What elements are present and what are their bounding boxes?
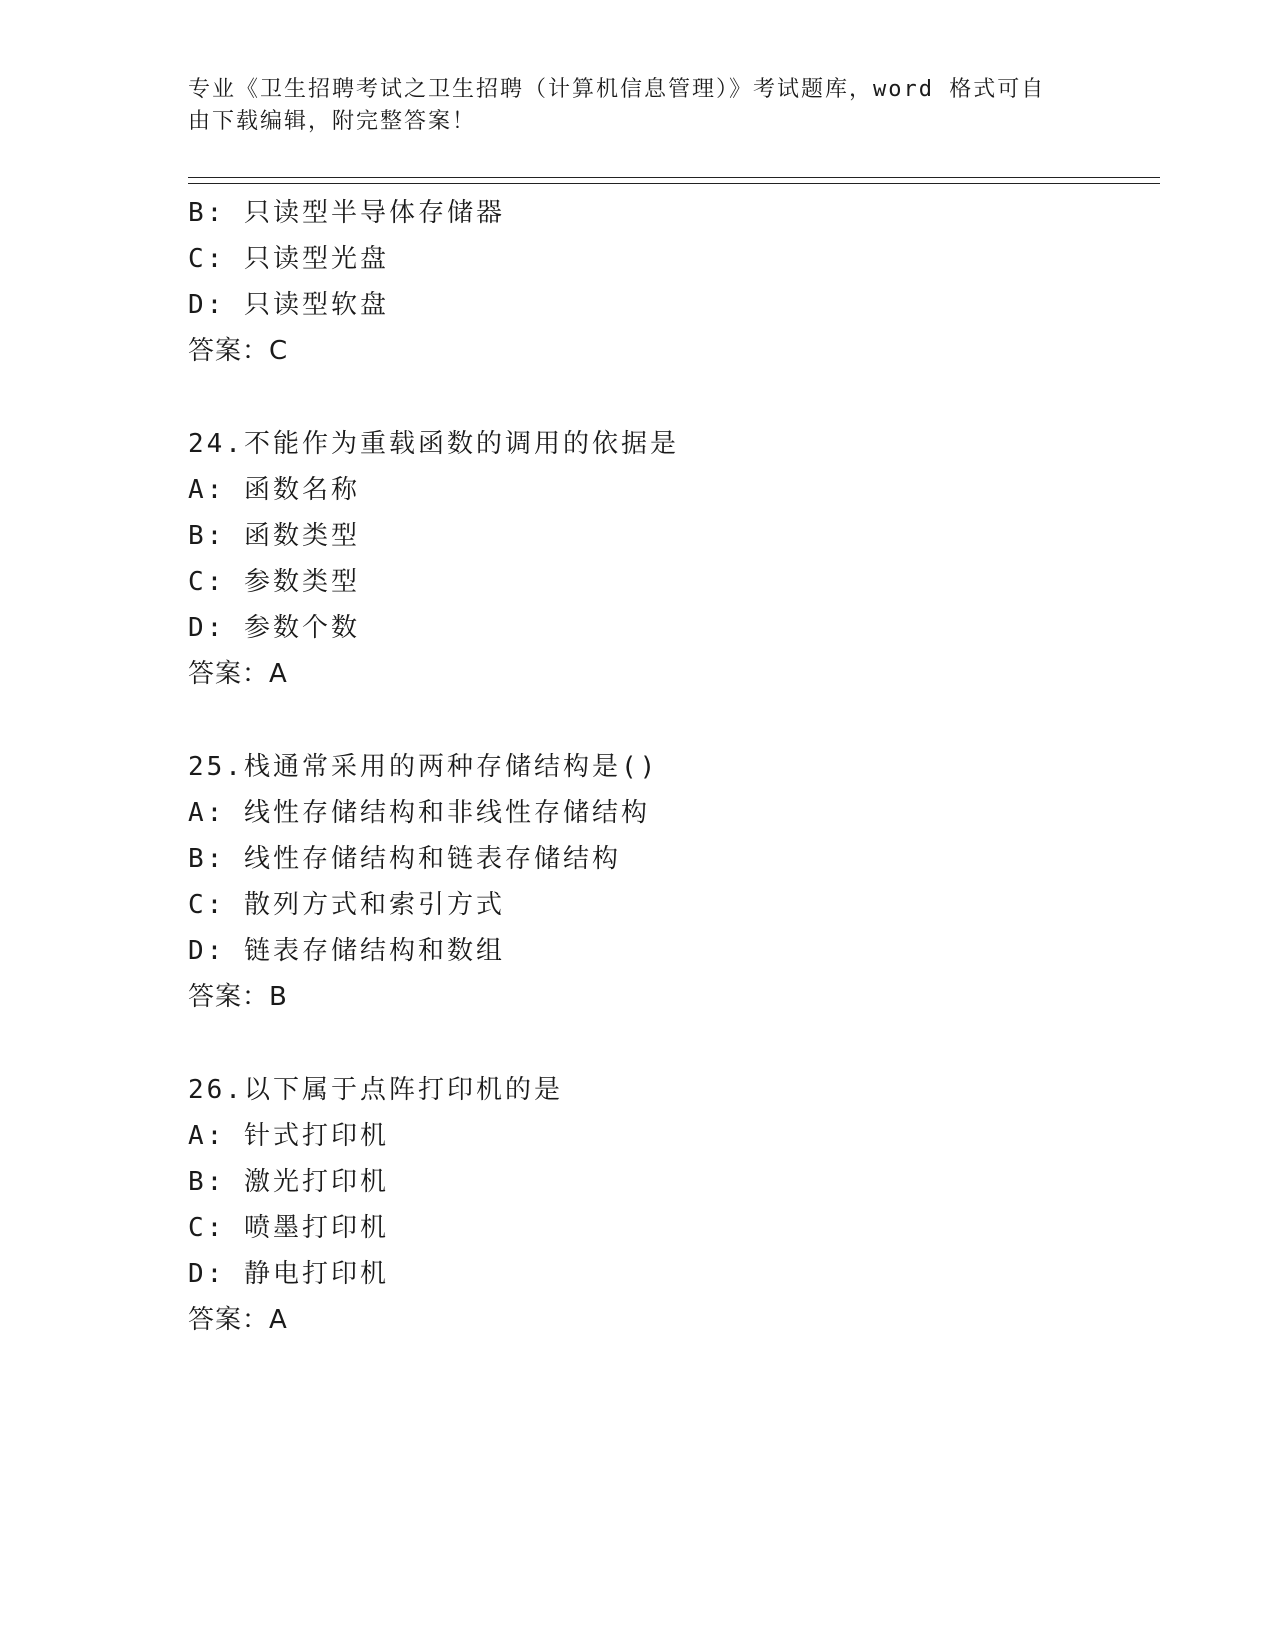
option-a: A: 针式打印机 bbox=[188, 1121, 389, 1151]
answer-line: 答案：A bbox=[188, 659, 288, 689]
question-stem: 25.栈通常采用的两种存储结构是() bbox=[188, 752, 659, 782]
question-block-25 bbox=[188, 744, 1148, 1020]
option-c: C: 散列方式和索引方式 bbox=[188, 890, 505, 920]
question-list bbox=[188, 190, 1148, 1343]
option-b: B: 激光打印机 bbox=[188, 1167, 389, 1197]
answer-line: 答案：C bbox=[188, 336, 289, 366]
answer-line: 答案：A bbox=[188, 1305, 288, 1335]
header-line-1: 专业《卫生招聘考试之卫生招聘（计算机信息管理）》考试题库，word 格式可自 bbox=[188, 77, 1046, 102]
question-stem: 24.不能作为重载函数的调用的依据是 bbox=[188, 429, 679, 459]
question-stem: 26.以下属于点阵打印机的是 bbox=[188, 1075, 563, 1105]
option-a: A: 线性存储结构和非线性存储结构 bbox=[188, 798, 650, 828]
option-c: C: 只读型光盘 bbox=[188, 244, 389, 274]
option-d: D: 链表存储结构和数组 bbox=[188, 936, 505, 966]
option-d: D: 只读型软盘 bbox=[188, 290, 389, 320]
question-block-23 bbox=[188, 190, 1148, 374]
option-d: D: 参数个数 bbox=[188, 613, 360, 643]
answer-line: 答案：B bbox=[188, 982, 288, 1012]
option-d: D: 静电打印机 bbox=[188, 1259, 389, 1289]
header-divider-bottom bbox=[188, 183, 1160, 184]
option-c: C: 喷墨打印机 bbox=[188, 1213, 389, 1243]
question-block-26 bbox=[188, 1067, 1148, 1343]
question-block-24 bbox=[188, 421, 1148, 697]
spacer bbox=[188, 375, 1148, 421]
option-c: C: 参数类型 bbox=[188, 567, 360, 597]
spacer bbox=[188, 1021, 1148, 1067]
option-b: B: 函数类型 bbox=[188, 521, 360, 551]
document-header bbox=[188, 74, 1068, 138]
option-a: A: 函数名称 bbox=[188, 475, 360, 505]
option-b: B: 只读型半导体存储器 bbox=[188, 198, 505, 228]
header-divider-top bbox=[188, 177, 1160, 178]
header-line-2: 由下载编辑，附完整答案！ bbox=[188, 109, 477, 134]
option-b: B: 线性存储结构和链表存储结构 bbox=[188, 844, 621, 874]
spacer bbox=[188, 698, 1148, 744]
